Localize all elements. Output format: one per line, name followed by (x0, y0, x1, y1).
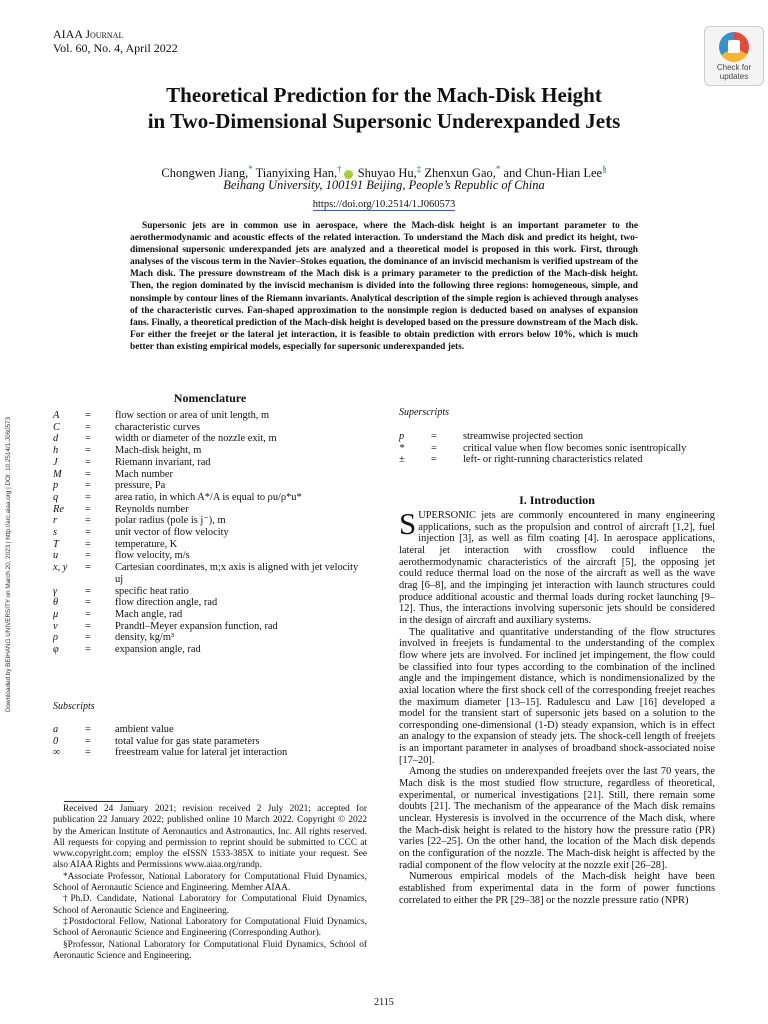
symbol: ± (399, 454, 405, 466)
symbol-definition: flow section or area of unit length, m (115, 410, 270, 421)
symbol-row (53, 644, 367, 656)
symbol: C (53, 421, 60, 433)
download-sidebar (3, 300, 15, 720)
symbol-row (399, 443, 715, 455)
symbol-definition: Cartesian coordinates, m;x axis is aligned with jet velocity uj (115, 562, 359, 585)
symbol-definition: ambient value (115, 724, 174, 735)
symbol-row (53, 527, 367, 539)
symbol: 0 (53, 735, 59, 747)
equals-sign: = (85, 445, 91, 457)
equals-sign: = (85, 724, 91, 735)
symbol: p (399, 431, 405, 442)
symbol-row (399, 454, 715, 466)
symbol-definition: flow direction angle, rad (115, 597, 218, 609)
title-line1: Theoretical Prediction for the Mach-Disk Height (166, 83, 602, 107)
intro-paragraph (399, 506, 715, 627)
author-name: Zhenxun Gao, (421, 166, 496, 181)
affiliation: Beihang University, 100191 Beijing, People’s Republic of China (223, 178, 545, 192)
equals-sign: = (85, 644, 91, 656)
footnote: §Professor, National Laboratory for Computational Fluid Dynamics, School of Aeronautic Science and Engineering. (53, 939, 367, 961)
equals-sign: = (431, 454, 437, 466)
equals-sign: = (85, 421, 91, 433)
symbol-row (53, 724, 367, 736)
journal-volume: Vol. 60, No. 4, April 2022 (53, 41, 178, 55)
symbol-definition: pressure, Pa (115, 480, 166, 492)
intro-paragraph: Among the studies on underexpanded freejets over the last 70 years, the Mach disk is the most studied flow structure, regardless of theoretical, experimental, or numerical investigations [21]. Still, there remain some doubts [21]. The mechanism of the appearance of the Mach disk remains unclear. Hysteresis is involved in the occurrence of the Mach disk, where the Mach-disk height is related to the history how the pressure ratio (PR) varies [22–25]. On the other hand, the location of the Mach disk depends on the configuration of the nozzle. The Mach-disk height is affected by the radial component of the flow velocity at the nozzle exit [26–28]. (399, 766, 715, 871)
equals-sign: = (85, 620, 91, 632)
badge-line1: Check for (716, 63, 752, 72)
symbol: T (53, 538, 59, 550)
symbol-row (53, 410, 367, 422)
symbol-definition: temperature, K (115, 538, 178, 550)
equals-sign: = (85, 527, 91, 539)
footnote-rule (64, 801, 134, 802)
intro-paragraph: Numerous empirical models of the Mach-disk height have been established from experimental data in the form of power functions correlated to either the PR [29–38] or the nozzle pressure ratio (NPR) (399, 871, 715, 906)
symbol: φ (53, 644, 59, 656)
symbol-definition: critical value when flow becomes sonic isentropically (463, 442, 687, 454)
author-name: and Chun-Hian Lee (500, 166, 603, 181)
symbol-row (53, 504, 367, 516)
equals-sign: = (431, 442, 437, 454)
footnotes (53, 804, 367, 962)
symbol: u (53, 550, 59, 562)
symbol-row (53, 621, 367, 633)
symbol: p (53, 480, 59, 492)
symbol-row (53, 469, 367, 481)
symbol-row (53, 480, 367, 492)
equals-sign: = (85, 632, 91, 644)
symbol-row (53, 492, 367, 504)
author-mark[interactable]: † (337, 164, 342, 174)
symbol-definition: characteristic curves (115, 421, 201, 433)
symbol: ρ (53, 632, 58, 644)
symbol: ν (53, 620, 58, 632)
symbol-definition: Mach number (115, 468, 173, 480)
paper-title (60, 82, 708, 134)
symbol-definition: specific heat ratio (115, 585, 189, 597)
symbol-row (53, 422, 367, 434)
symbol: θ (53, 597, 59, 609)
symbol-row (399, 431, 715, 443)
doi-link-wrap (60, 199, 708, 210)
equals-sign: = (85, 735, 91, 747)
equals-sign: = (85, 468, 91, 480)
symbol: q (53, 491, 59, 503)
equals-sign: = (85, 585, 91, 597)
equals-sign: = (85, 456, 91, 468)
intro-paragraph: The qualitative and quantitative understanding of the flow structures involved in freejets is fundamental to the understanding of the complex flow where jets are involved. For inclined jet impingement, the flow could be classified into four types according to the combination of the inclined angle and the impingement distance, which is nondimensionalized by the axial location where the first shock cell of the corresponding freejet reaches the maximum diameter [13–15]. Radulescu and Law [16] developed a model for the transient start of supersonic jets based on a solution to the corresponding one-dimensional (1-D) steady expansion, which is in effect an analogy to the expansion of steady jets. The shock-cell length of freejets is an important parameter in analyses of broadband shock-associated noise [17–20]. (399, 626, 715, 766)
symbol-definition: width or diameter of the nozzle exit, m (115, 433, 277, 445)
crossmark-icon (719, 32, 749, 62)
symbol-row (53, 632, 367, 644)
abstract: Supersonic jets are in common use in aerospace, where the Mach-disk height is an important parameter to the aerothermodynamic and acoustic effects of the related interaction. To understand the Mach disk and predict its height, two-dimensional supersonic underexpanded jets are analyzed and a theoretical model is proposed in this work. First, through analyses of the viscous term in the Navier–Stokes equation, the dominance of an inviscid mechanism is verified upstream of the Mach disk. The pressure downstream of the Mach disk is a primary parameter to the prediction of the Mach-disk height. Then, the region dominated by the inviscid mechanism is divided into the following three regions: homogeneous, simple, and nonsimple by contour lines of the Riemann invariants. Analytical description of the simple region is achieved through analyses of the characteristic curves. Fan-shaped approximation to the nonsimple region is deducted based on analyses of expansion fans. Finally, a theoretical prediction of the Mach-disk height is developed based on the pressure downstream of the Mach disk. For either the freejet or the lateral jet interaction, it is feasible to obtain prediction with errors below 10%, which is much better than existing empirical models, especially for supersonic underexpanded jets. (130, 221, 638, 352)
received-note: Received 24 January 2021; revision received 2 July 2021; accepted for publication 22 January 2022; published online 10 March 2022. Copyright © 2022 by the American Institute of Aeronautics and Astronautics, Inc. All rights reserved. All requests for copying and permission to reprint should be submitted to CCC at www.copyright.com; employ the eISSN 1533-385X to initiate your request. See also AIAA Rights and Permissions www.aiaa.org/randp. (53, 804, 367, 871)
equals-sign: = (85, 410, 91, 421)
symbol-row (53, 515, 367, 527)
equals-sign: = (85, 515, 91, 527)
section-heading-introduction: I. Introduction (519, 493, 595, 507)
nomenclature-heading: Nomenclature (173, 391, 247, 405)
symbol-row (53, 550, 367, 562)
symbol: μ (53, 608, 59, 620)
symbol: ∞ (53, 747, 61, 759)
symbol: x, y (53, 562, 68, 574)
footnote: †Ph.D. Candidate, National Laboratory for Computational Fluid Dynamics, School of Aeronautic Science and Engineering. (53, 894, 367, 916)
symbol-row (53, 747, 367, 759)
symbol-row (53, 597, 367, 609)
nomenclature-table (53, 410, 367, 656)
symbol: γ (53, 585, 58, 597)
equals-sign: = (85, 491, 91, 503)
symbol-definition: left- or right-running characteristics related (463, 454, 643, 466)
equals-sign: = (85, 538, 91, 550)
symbol-row (53, 457, 367, 469)
symbol-definition: Reynolds number (115, 503, 189, 515)
symbol-definition: unit vector of flow velocity (115, 527, 229, 539)
equals-sign: = (85, 608, 91, 620)
drop-cap: S (399, 506, 417, 541)
author-name: Chongwen Jiang, (161, 166, 249, 181)
footnote: ‡Postdoctoral Fellow, National Laboratory for Computational Fluid Dynamics, School of Aeronautic Science and Engineering (Corresponding Author). (53, 916, 367, 939)
equals-sign: = (85, 597, 91, 609)
symbol: a (53, 724, 59, 735)
symbol-row (53, 609, 367, 621)
symbol-definition: Mach angle, rad (115, 608, 183, 620)
footnote: *Associate Professor, National Laboratory for Computational Fluid Dynamics, School of Aeronautic Science and Engineering. Member AIAA. (53, 871, 367, 894)
subscripts-label: Subscripts (53, 701, 95, 712)
equals-sign: = (85, 550, 91, 562)
symbol-definition: flow velocity, m/s (115, 550, 190, 562)
badge-line2: updates (719, 72, 749, 81)
symbol: M (53, 468, 62, 480)
download-notice: Downloaded by BEIHANG UNIVERSITY on March 20, 2023 | http://arc.aiaa.org | DOI: 10.2514/1.J060573 (5, 416, 12, 712)
equals-sign: = (85, 433, 91, 445)
page-number: 2115 (374, 997, 394, 1008)
symbol: J (53, 456, 58, 468)
symbol: h (53, 445, 59, 457)
author-mark[interactable]: * (248, 164, 253, 174)
equals-sign: = (85, 503, 91, 515)
equals-sign: = (85, 480, 91, 492)
symbol-row (53, 586, 367, 598)
symbol-definition: total value for gas state parameters (115, 735, 260, 747)
author-name: Shuyao Hu, (354, 166, 417, 181)
symbol: r (53, 515, 58, 527)
author-mark[interactable]: ‡ (416, 164, 422, 174)
introduction-body (399, 506, 715, 906)
symbol-definition: Mach-disk height, m (115, 445, 202, 457)
symbol-row (53, 562, 367, 585)
equals-sign: = (85, 562, 91, 574)
author-name: Tianyixing Han, (252, 166, 338, 181)
superscripts-table (399, 431, 715, 466)
symbol: s (53, 527, 58, 539)
author-mark[interactable]: * (495, 164, 501, 174)
symbol-definition: freestream value for lateral jet interaction (115, 747, 288, 759)
symbol-definition: expansion angle, rad (115, 644, 201, 656)
symbol-definition: Riemann invariant, rad (115, 456, 211, 468)
symbol: * (399, 442, 405, 454)
symbol-row (53, 433, 367, 445)
superscripts-label: Superscripts (399, 407, 449, 418)
journal-name: AIAA Journal (53, 27, 124, 41)
equals-sign: = (85, 747, 91, 759)
symbol-definition: Prandtl–Meyer expansion function, rad (115, 620, 278, 632)
intro-paragraph-text: UPERSONIC jets are commonly encountered in many engineering applications, such as the propulsion and control of aircraft [1,2], fuel injection [3], as well as film coating [4]. In aerospace applications, lateral jet interaction with crossflow could influence the aerothermodynamic characteristics of the aircraft [5], the opposing jet could reduce thermal load on the nose of the aircraft as well as the wave drag [6–8], and the impinging jet interaction with launch structures could produce additional acoustic and thermal loads during rocket launching [9–12]. Thus, the interactions involving supersonic jets should be considered in the design of aircraft and auxiliary systems. (399, 510, 715, 626)
check-for-updates-badge[interactable] (704, 26, 764, 86)
symbol: Re (53, 503, 64, 515)
author-mark[interactable]: § (602, 164, 607, 174)
symbol: d (53, 433, 59, 445)
symbol-row (53, 445, 367, 457)
doi-link[interactable]: https://doi.org/10.2514/1.J060573 (312, 199, 456, 210)
symbol-definition: polar radius (pole is j⁻), m (115, 515, 226, 527)
symbol-row (53, 736, 367, 748)
symbol: A (53, 410, 60, 421)
equals-sign: = (431, 431, 437, 442)
title-line2: in Two-Dimensional Supersonic Underexpanded Jets (147, 109, 621, 133)
subscripts-table (53, 724, 367, 759)
journal-header (53, 27, 178, 55)
symbol-definition: area ratio, in which A*/A is equal to ρu/ρ*u* (115, 491, 302, 503)
symbol-definition: density, kg/m³ (115, 632, 175, 644)
symbol-definition: streamwise projected section (463, 431, 584, 442)
symbol-row (53, 539, 367, 551)
